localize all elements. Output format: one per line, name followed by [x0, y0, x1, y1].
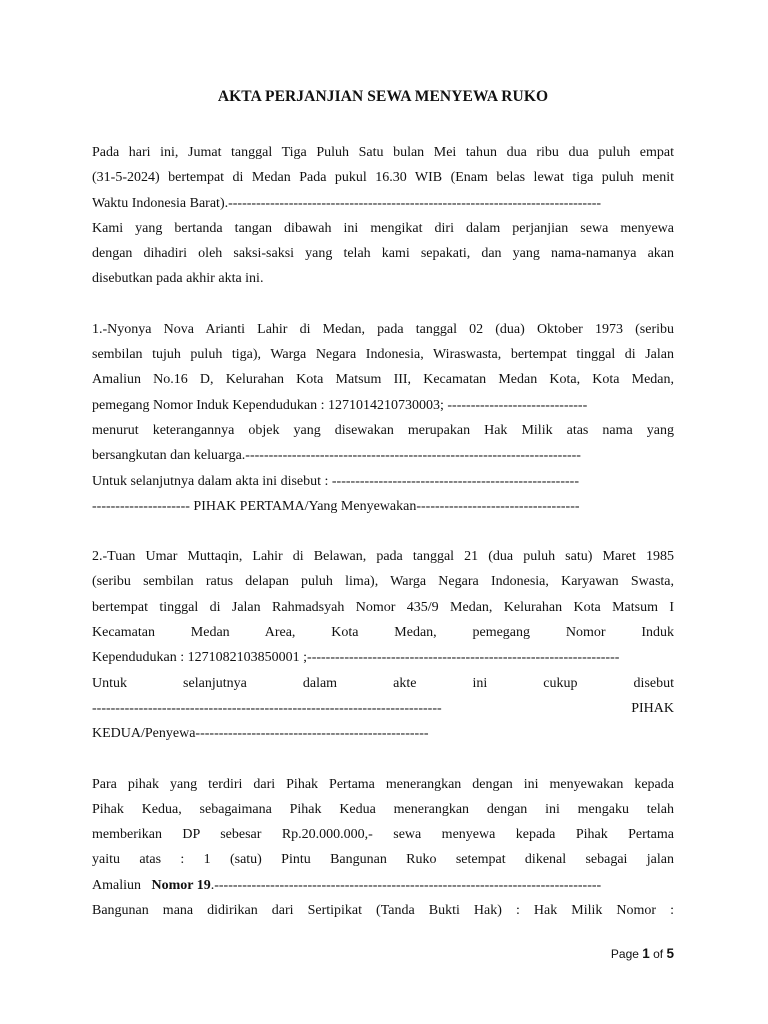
dash-run: ---------------------------------------------------------------------------	[92, 700, 442, 716]
page-number	[611, 946, 674, 961]
party-one-line: pemegang Nomor Induk Kependudukan : 1271014210730003; ------------------------------	[92, 397, 588, 413]
agreement-line: Bangunan mana didirikan dari Sertipikat (Tanda Bukti Hak) : Hak Milik Nomor :	[92, 903, 674, 919]
opening-line: dengan dihadiri oleh saksi-saksi yang telah kami sepakati, dan yang nama-namanya akan	[92, 246, 674, 262]
agreement-line: Para pihak yang terdiri dari Pihak Pertama menerangkan dengan ini menyewakan kepada	[92, 776, 674, 792]
agreement-line: yaitu atas : 1 (satu) Pintu Bangunan Ruko setempat dikenal sebagai jalan	[92, 852, 674, 868]
opening-line: Pada hari ini, Jumat tanggal Tiga Puluh Satu bulan Mei tahun dua ribu dua puluh empat	[92, 145, 674, 160]
agreement-line: memberikan DP sebesar Rp.20.000.000,- sewa menyewa kepada Pihak Pertama	[92, 827, 674, 843]
street-number: Nomor 19	[151, 877, 211, 893]
opening-line: disebutkan pada akhir akta ini.	[92, 271, 264, 287]
party-one-line: bersangkutan dan keluarga.------------------------------------------------------------------------	[92, 448, 581, 464]
opening-line: (31-5-2024) bertempat di Medan Pada pukul 16.30 WIB (Enam belas lewat tiga puluh menit	[92, 170, 674, 186]
party-two-designation	[92, 696, 674, 721]
street-name: Amaliun	[92, 877, 141, 893]
of-label: of	[653, 947, 664, 961]
document-title: AKTA PERJANJIAN SEWA MENYEWA RUKO	[217, 88, 549, 105]
agreement-line: Pihak Kedua, sebagaimana Pihak Kedua menerangkan dengan ini mengaku telah	[92, 801, 674, 817]
page-label: Page	[610, 947, 639, 961]
party-two-line: bertempat tinggal di Jalan Rahmadsyah Nomor 435/9 Medan, Kelurahan Kota Matsum I	[92, 599, 674, 615]
party-one-designation: --------------------- PIHAK PERTAMA/Yang Menyewakan-----------------------------------	[92, 498, 580, 514]
party-one-line: Untuk selanjutnya dalam akta ini disebut : -----------------------------------------------------	[92, 473, 579, 489]
party-one-line: sembilan tujuh puluh tiga), Warga Negara Indonesia, Wiraswasta, bertempat tinggal di Jalan	[92, 347, 674, 363]
party-one-line: 1.-Nyonya Nova Arianti Lahir di Medan, pada tanggal 02 (dua) Oktober 1973 (seribu	[92, 321, 674, 337]
opening-line: Kami yang bertanda tangan dibawah ini mengikat diri dalam perjanjian sewa menyewa	[92, 220, 674, 236]
current-page: 1	[642, 946, 650, 961]
party-two-designation: KEDUA/Penyewa--------------------------------------------------	[92, 726, 429, 742]
designation-label: PIHAK	[631, 700, 674, 716]
total-pages: 5	[666, 946, 674, 961]
dash-run: .-----------------------------------------------------------------------------------	[210, 877, 602, 893]
agreement-line	[92, 873, 674, 898]
party-one-line: menurut keterangannya objek yang disewakan merupakan Hak Milik atas nama yang	[92, 422, 674, 438]
party-two-line: 2.-Tuan Umar Muttaqin, Lahir di Belawan, pada tanggal 21 (dua puluh satu) Maret 1985	[92, 549, 674, 565]
document-body	[92, 140, 674, 923]
party-two-line: Kecamatan Medan Area, Kota Medan, pemegang Nomor Induk	[92, 625, 674, 641]
party-two-line: (seribu sembilan ratus delapan puluh lima), Warga Negara Indonesia, Karyawan Swasta,	[92, 574, 674, 590]
party-two-line: Kependudukan : 1271082103850001 ;-------------------------------------------------------------------	[92, 650, 620, 666]
opening-line: Waktu Indonesia Barat).--------------------------------------------------------------------------------	[92, 195, 602, 211]
party-one-line: Amaliun No.16 D, Kelurahan Kota Matsum III, Kecamatan Medan Kota, Kota Medan,	[92, 372, 674, 388]
party-two-line: Untuk selanjutnya dalam akte ini cukup disebut	[92, 675, 674, 691]
